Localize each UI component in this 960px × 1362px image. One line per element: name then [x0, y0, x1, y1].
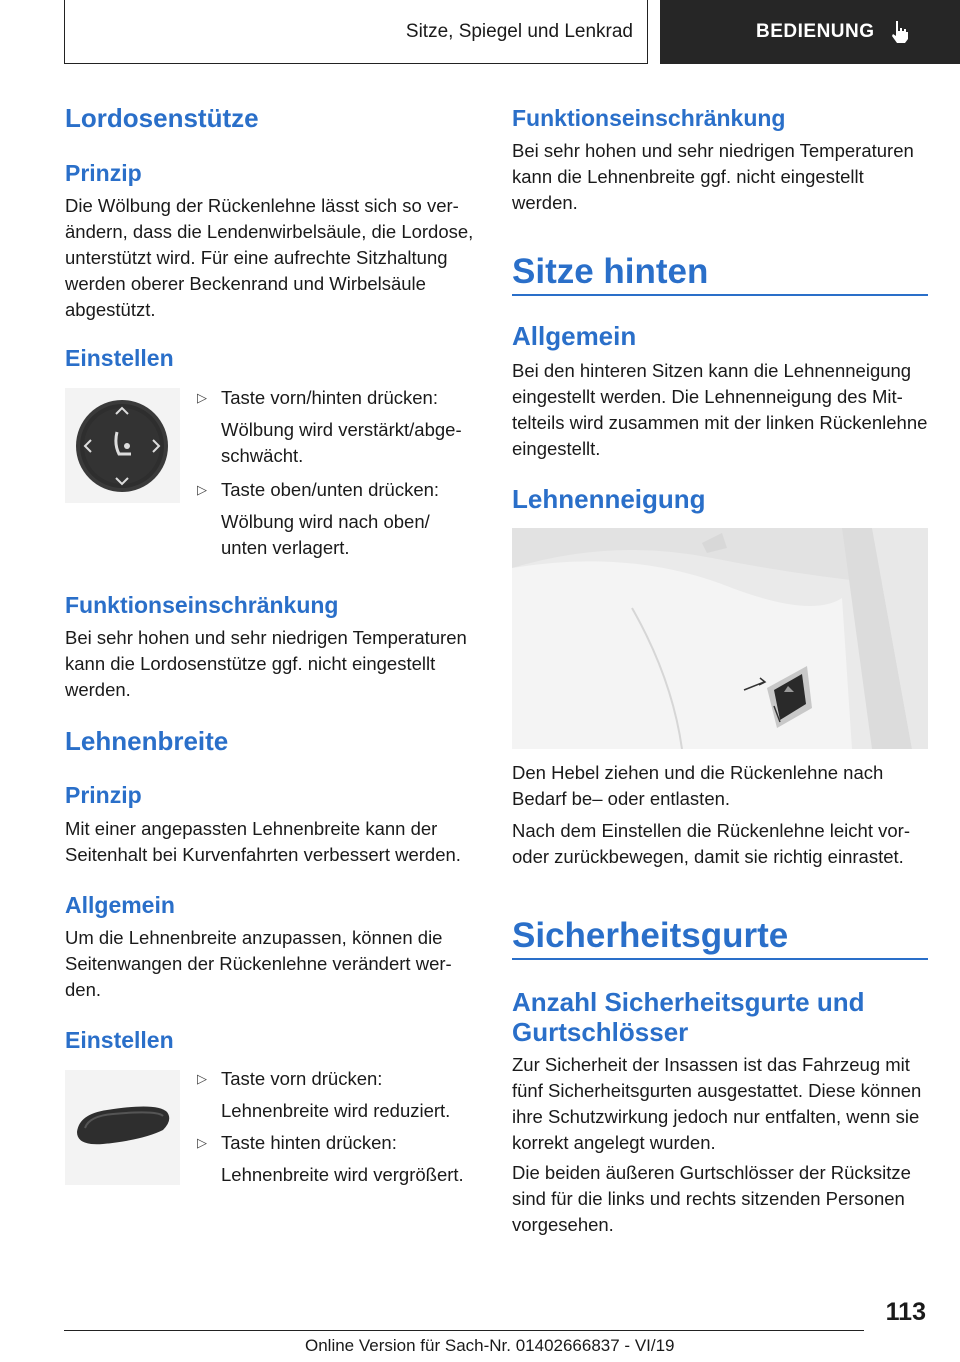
anzahl-paragraph-1: Zur Sicherheit der Insassen ist das Fahrzeug mit fünf Sicherheitsgurten ausgestattet. Diese können ihre Schutzwirkung jedoch nur entfalten, wenn sie korrekt angelegt wurden.: [512, 1054, 922, 1153]
heading-lehnenbreite: Lehnenbreite: [65, 726, 229, 756]
allgemein-right-paragraph: Bei den hinteren Sitzen kann die Lehnenneigung eingestellt werden. Die Lehnenneigung des Mittelteils wird zusammen mit der linken Rückenlehne eingestellt.: [512, 360, 928, 459]
heading-einstellen-2: Einstellen: [65, 1027, 174, 1053]
triangle-bullet-icon: ▷: [197, 1135, 207, 1150]
heading-funktionseinschraenkung-right: Funktionseinschränkung: [512, 105, 786, 131]
adjust-list-lordosis: [197, 385, 482, 561]
heading-prinzip: Prinzip: [65, 160, 142, 186]
triangle-bullet-icon: ▷: [197, 1071, 207, 1086]
heading-einstellen: Einstellen: [65, 345, 174, 371]
prinzip-paragraph: Die Wölbung der Rückenlehne lässt sich so verändern, dass die Lendenwirbelsäule, die Lordose, unterstützt wird. Für eine aufrechte Sitzhaltung werden oberer Beckenrand und Wirbelsäule abgestützt.: [65, 195, 474, 320]
list-item-result: Wölbung wird nach oben/ unten verlagert.: [221, 511, 430, 558]
chapter-label: BEDIENUNG: [756, 21, 875, 42]
section-title: Sitze, Spiegel und Lenkrad: [405, 20, 633, 42]
heading-rule: [512, 294, 928, 296]
prinzip2-paragraph: Mit einer angepassten Lehnenbreite kann der Seitenhalt bei Kurvenfahrten verbessert werden.: [65, 818, 461, 865]
page-number: 113: [885, 1298, 926, 1326]
chapter-tab: [660, 0, 960, 64]
heading-allgemein: Allgemein: [65, 892, 175, 918]
triangle-bullet-icon: ▷: [197, 390, 207, 405]
hebel-paragraph-2: Nach dem Einstellen die Rückenlehne leicht voroder zurückbewegen, damit sie richtig einrastet.: [512, 820, 910, 867]
funktion-paragraph: Bei sehr hohen und sehr niedrigen Temperaturen kann die Lordosenstütze ggf. nicht eingestellt werden.: [65, 627, 467, 700]
list-item: ▷ Taste hinten drücken:: [197, 1130, 482, 1156]
heading-sitze-hinten: Sitze hinten: [512, 252, 709, 291]
heading-lehnenneigung: Lehnenneigung: [512, 484, 706, 514]
list-item-result: Wölbung wird verstärkt/abgeschwächt.: [221, 419, 462, 466]
hebel-paragraph-1: Den Hebel ziehen und die Rückenlehne nach Bedarf be– oder entlasten.: [512, 762, 884, 809]
heading-funktionseinschraenkung: Funktionseinschränkung: [65, 592, 339, 618]
list-item-result: Lehnenbreite wird reduziert.: [221, 1100, 451, 1121]
footer-rule: [64, 1330, 864, 1331]
heading-prinzip-2: Prinzip: [65, 782, 142, 808]
hand-pointer-icon: [889, 19, 911, 45]
triangle-bullet-icon: ▷: [197, 482, 207, 497]
heading-rule: [512, 958, 928, 960]
list-item: ▷ Taste vorn drücken:: [197, 1066, 482, 1092]
anzahl-paragraph-2: Die beiden äußeren Gurtschlösser der Rücksitze sind für die links und rechts sitzenden Personen vorgesehen.: [512, 1162, 911, 1235]
heading-allgemein-right: Allgemein: [512, 321, 637, 351]
allgemein-paragraph: Um die Lehnenbreite anzupassen, können die Seitenwangen der Rückenlehne verändert werden.: [65, 927, 452, 1000]
heading-lordosenstuetze: Lordosenstütze: [65, 103, 259, 133]
running-header: [64, 0, 648, 64]
heading-sicherheitsgurte: Sicherheitsgurte: [512, 916, 789, 955]
lordosis-switch-image: [65, 388, 180, 503]
backrest-width-switch-image: [65, 1070, 180, 1185]
list-item-result: Lehnenbreite wird vergrößert.: [221, 1164, 464, 1185]
online-version-note: Online Version für Sach-Nr. 01402666837 - VI/19: [305, 1336, 675, 1355]
list-item: ▷ Taste vorn/hinten drücken:: [197, 385, 482, 411]
adjust-list-width: [197, 1066, 482, 1188]
heading-anzahl-sicherheitsgurte: Anzahl Sicherheitsgurte und Gurtschlösser: [512, 987, 865, 1047]
list-item: ▷ Taste oben/unten drücken:: [197, 477, 482, 503]
funktion-right-paragraph: Bei sehr hohen und sehr niedrigen Temperaturen kann die Lehnenbreite ggf. nicht eingestellt werden.: [512, 140, 914, 213]
rear-seat-lever-image: [512, 528, 928, 749]
